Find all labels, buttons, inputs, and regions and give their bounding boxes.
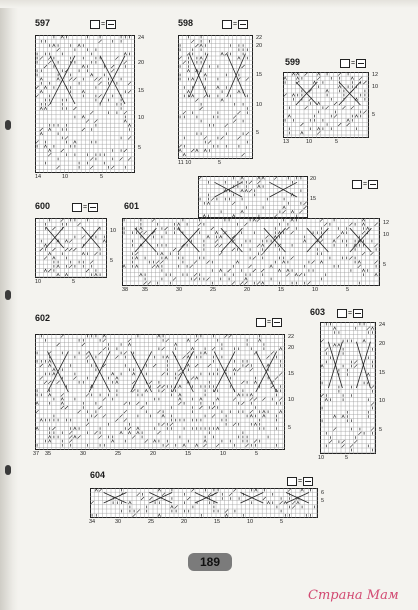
row-label: 5 [256, 130, 260, 136]
col-label: 35 [45, 451, 52, 457]
row-label: 5 [379, 427, 383, 433]
row-label: 5 [383, 262, 387, 268]
knitting-chart [283, 72, 369, 138]
col-label: 10 [62, 174, 69, 180]
chart-number: 600 [35, 201, 51, 211]
symbol-key: = [337, 309, 363, 318]
symbol-key: = [222, 20, 248, 29]
row-label: 15 [256, 72, 263, 78]
row-label: 24 [379, 322, 386, 328]
col-label: 5 [218, 160, 222, 166]
col-label: 35 [142, 287, 149, 293]
col-label: 5 [345, 455, 349, 461]
symbol-key: = [352, 180, 378, 189]
row-label: 12 [372, 72, 379, 78]
row-label: 5 [288, 425, 292, 431]
row-label: 15 [379, 370, 386, 376]
symbol-key: = [256, 318, 282, 327]
col-label: 30 [80, 451, 87, 457]
chart-number: 598 [178, 18, 194, 28]
col-label: 34 [89, 519, 96, 525]
chart-number: 603 [310, 307, 326, 317]
row-label: 15 [310, 196, 317, 202]
row-label: 5 [110, 258, 114, 264]
row-label: 24 [138, 35, 145, 41]
chart-number: 604 [90, 470, 106, 480]
symbol-key: = [340, 59, 366, 68]
row-label: 20 [310, 176, 317, 182]
binder-hole-icon [5, 465, 11, 475]
col-label: 11 10 [178, 160, 192, 166]
row-label: 5 [321, 498, 325, 504]
row-label: 20 [138, 60, 145, 66]
watermark: Страна Мам [308, 588, 399, 603]
row-label: 6 [321, 490, 325, 496]
row-label: 15 [288, 371, 295, 377]
col-label: 10 [306, 139, 313, 145]
symbol-key: = [72, 203, 98, 212]
row-label: 22 [256, 35, 263, 41]
knitting-chart [122, 218, 380, 286]
col-label: 13 [283, 139, 290, 145]
chart-number: 601 [124, 201, 140, 211]
row-label: 10 [288, 397, 295, 403]
col-label: 14 [35, 174, 42, 180]
col-label: 10 [220, 451, 227, 457]
scan-top-shadow [0, 0, 418, 8]
col-label: 10 [247, 519, 254, 525]
row-label: 5 [138, 145, 142, 151]
col-label: 5 [72, 279, 76, 285]
col-label: 37 [33, 451, 40, 457]
col-label: 20 [244, 287, 251, 293]
page-number: 189 [188, 553, 232, 571]
row-label: 10 [383, 232, 390, 238]
row-label: 20 [288, 345, 295, 351]
col-label: 20 [181, 519, 188, 525]
symbol-key: = [287, 477, 313, 486]
knitting-chart [35, 334, 285, 450]
col-label: 10 [35, 279, 42, 285]
row-label: 10 [110, 228, 117, 234]
col-label: 25 [210, 287, 217, 293]
knitting-chart [35, 35, 135, 173]
col-label: 38 [122, 287, 129, 293]
col-label: 20 [150, 451, 157, 457]
chart-number: 599 [285, 57, 301, 67]
col-label: 30 [176, 287, 183, 293]
col-label: 15 [278, 287, 285, 293]
col-label: 30 [115, 519, 122, 525]
binder-hole-icon [5, 120, 11, 130]
row-label: 22 [288, 334, 295, 340]
row-label: 5 [372, 112, 376, 118]
col-label: 15 [185, 451, 192, 457]
row-label: 10 [379, 398, 386, 404]
col-label: 25 [115, 451, 122, 457]
knitting-chart [35, 218, 107, 278]
col-label: 10 [318, 455, 325, 461]
col-label: 15 [214, 519, 221, 525]
col-label: 10 [312, 287, 319, 293]
col-label: 5 [280, 519, 284, 525]
col-label: 5 [255, 451, 259, 457]
col-label: 25 [148, 519, 155, 525]
knitting-chart [320, 322, 376, 454]
knitting-chart [90, 488, 318, 518]
col-label: 5 [100, 174, 104, 180]
binder-hole-icon [5, 290, 11, 300]
row-label: 20 [256, 43, 263, 49]
row-label: 15 [138, 88, 145, 94]
row-label: 10 [372, 84, 379, 90]
row-label: 20 [379, 341, 386, 347]
row-label: 10 [256, 102, 263, 108]
chart-number: 602 [35, 313, 51, 323]
chart-number: 597 [35, 18, 51, 28]
scan-binding-shadow [0, 0, 18, 610]
row-label: 12 [383, 220, 390, 226]
col-label: 5 [346, 287, 350, 293]
col-label: 5 [335, 139, 339, 145]
knitting-chart [178, 35, 253, 159]
knitting-chart [198, 176, 308, 218]
row-label: 10 [138, 115, 145, 121]
symbol-key: = [90, 20, 116, 29]
